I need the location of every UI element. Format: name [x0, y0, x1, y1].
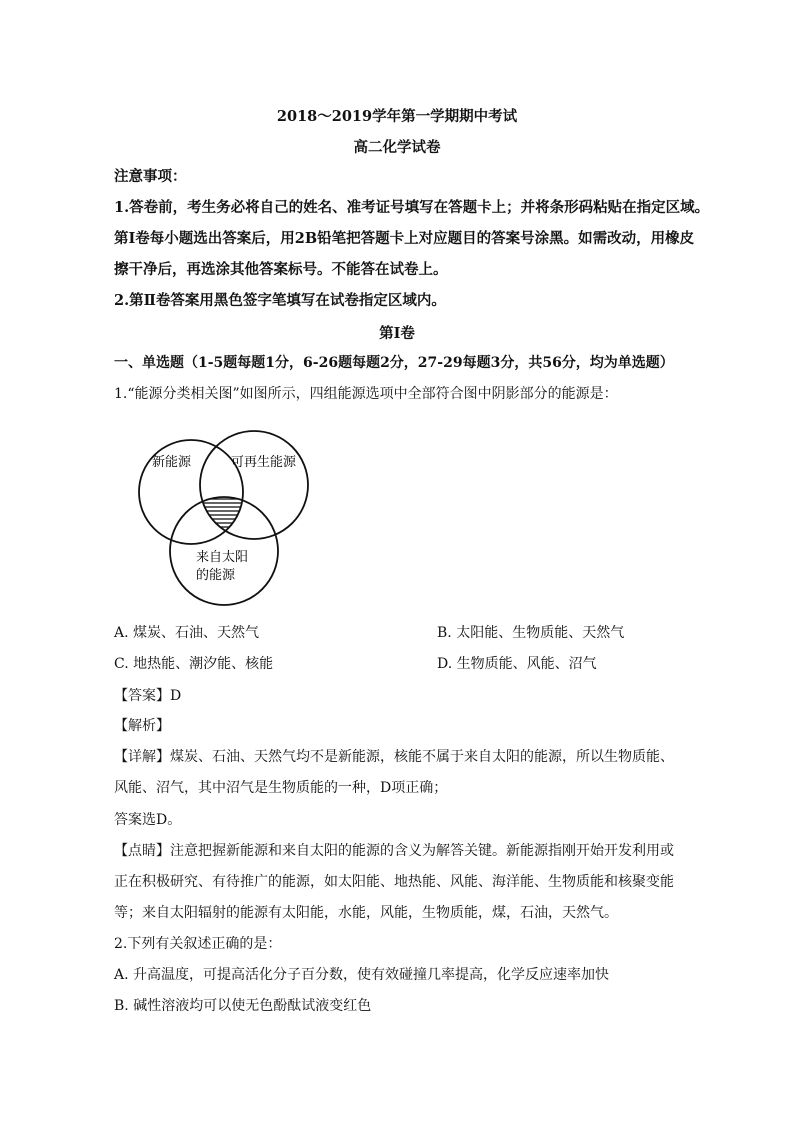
- q1-option-d: D. 生物质能、风能、沼气: [437, 656, 597, 672]
- q1-analysis-label: 【解析】: [114, 718, 170, 734]
- notice-item1-line3: 擦干净后，再选涂其他答案标号。不能答在试卷上。: [114, 261, 448, 278]
- notice-item1-line1: 1.答卷前，考生务必将自己的姓名、准考证号填写在答题卡上；并将条形码粘贴在指定区域。: [114, 199, 710, 216]
- venn-label-solar-line1: 来自太阳: [196, 550, 249, 565]
- q1-note-line2: 正在积极研究、有待推广的能源，如太阳能、地热能、风能、海洋能、生物质能和核聚变能: [114, 874, 674, 890]
- q1-option-c: C. 地热能、潮汐能、核能: [114, 656, 274, 672]
- q2-stem: 2.下列有关叙述正确的是：: [114, 936, 282, 952]
- q1-option-b: B. 太阳能、生物质能、天然气: [437, 625, 625, 641]
- venn-label-solar-line2: 的能源: [196, 568, 236, 583]
- venn-diagram: [130, 425, 315, 610]
- notice-heading: 注意事项：: [114, 168, 187, 185]
- circle-renewable-energy: [200, 431, 308, 539]
- q1-note-line1: 【点睛】注意把握新能源和来自太阳的能源的含义为解答关键。新能源指刚开始开发利用或: [114, 843, 674, 859]
- q1-detail-line1: 【详解】煤炭、石油、天然气均不是新能源，核能不属于来自太阳的能源，所以生物质能、: [114, 749, 674, 765]
- q1-option-a: A. 煤炭、石油、天然气: [114, 625, 260, 641]
- venn-label-renewable: 可再生能源: [231, 455, 297, 470]
- notice-item1-line2: 第Ⅰ卷每小题选出答案后，用2B铅笔把答题卡上对应题目的答案号涂黑。如需改动，用橡皮: [114, 230, 695, 247]
- subject-title: 高二化学试卷: [353, 139, 441, 156]
- part-title: 一、单选题（1-5题每题1分，6-26题每题2分，27-29每题3分，共56分，均为单选题）: [114, 355, 674, 371]
- q1-note-line3: 等；来自太阳辐射的能源有太阳能，水能，风能，生物质能，煤，石油，天然气。: [114, 905, 618, 921]
- q2-option-b: B. 碱性溶液均可以使无色酚酞试液变红色: [114, 998, 372, 1014]
- q1-answer: 【答案】D: [114, 688, 182, 704]
- exam-title: 2018～2019学年第一学期期中考试: [276, 108, 518, 125]
- q2-option-a: A. 升高温度，可提高活化分子百分数，使有效碰撞几率提高，化学反应速率加快: [114, 967, 610, 983]
- venn-label-new: 新能源: [152, 455, 192, 470]
- q1-stem: 1.“能源分类相关图”如图所示，四组能源选项中全部符合图中阴影部分的能源是：: [114, 386, 618, 402]
- notice-item2: 2.第Ⅱ卷答案用黑色签字笔填写在试卷指定区域内。: [114, 292, 446, 309]
- q1-detail-line2: 风能、沼气，其中沼气是生物质能的一种，D项正确；: [114, 780, 448, 796]
- q1-answer-choice: 答案选D。: [114, 812, 182, 828]
- volume-title: 第Ⅰ卷: [379, 325, 415, 342]
